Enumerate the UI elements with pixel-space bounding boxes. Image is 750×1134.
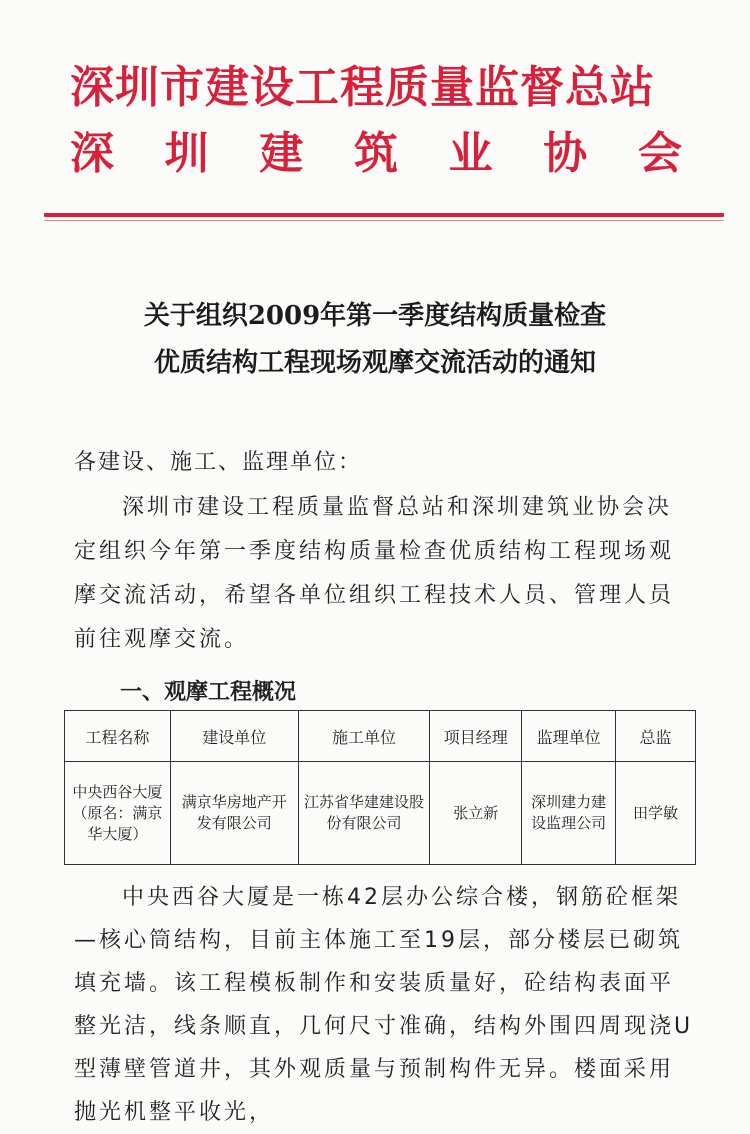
org2-char: 协	[543, 128, 588, 179]
cell-contractor: 江苏省华建建设股份有限公司	[298, 762, 430, 865]
table-header: 建设单位	[170, 711, 298, 762]
org2-char: 建	[259, 128, 304, 179]
table-header-row	[65, 711, 696, 762]
table-header: 项目经理	[430, 711, 522, 762]
cell-developer: 满京华房地产开发有限公司	[170, 762, 298, 865]
org2-char: 深	[70, 128, 114, 179]
notice-title-line1: 关于组织2009年第一季度结构质量检查	[143, 301, 607, 331]
letterhead	[70, 62, 690, 179]
table-header: 总监	[616, 711, 696, 762]
table-row	[65, 762, 696, 865]
cell-supervisor-company: 深圳建力建设监理公司	[522, 762, 616, 865]
notice-title-line2: 优质结构工程现场观摩交流活动的通知	[153, 348, 596, 378]
project-table	[64, 710, 696, 865]
org-name-quality-station: 深圳市建设工程质量监督总站	[70, 62, 655, 113]
section-heading: 一、观摩工程概况	[120, 680, 297, 705]
table-header: 监理单位	[522, 711, 616, 762]
cell-project-name: 中央西谷大厦（原名：满京华大厦）	[65, 762, 171, 865]
table-header: 工程名称	[65, 711, 171, 762]
cell-project-manager: 张立新	[430, 762, 522, 865]
org2-char: 会	[637, 128, 682, 179]
cell-chief-supervisor: 田学敏	[616, 762, 696, 865]
org-name-construction-association	[70, 128, 682, 179]
salutation: 各建设、施工、监理单位：	[74, 450, 363, 475]
table-header: 施工单位	[298, 711, 430, 762]
org2-char: 筑	[353, 128, 398, 179]
org2-char: 圳	[164, 128, 209, 179]
letterhead-rule	[44, 213, 724, 217]
intro-paragraph: 深圳市建设工程质量监督总站和深圳建筑业协会决定组织今年第一季度结构质量检查优质结构工程现场观摩交流活动，希望各单位组织工程技术人员、管理人员前往观摩交流。	[74, 495, 675, 652]
project-paragraph: 中央西谷大厦是一栋42层办公综合楼，钢筋砼框架—核心筒结构，目前主体施工至19层，部分楼层已砌筑填充墙。该工程模板制作和安装质量好，砼结构表面平整光洁，线条顺直，几何尺寸准确，结构外围四周现浇U型薄壁管道井，其外观质量与预制构件无异。楼面采用抛光机整平收光，	[74, 885, 694, 1125]
letterhead-rule-thin	[44, 220, 724, 221]
org2-char: 业	[448, 128, 493, 179]
